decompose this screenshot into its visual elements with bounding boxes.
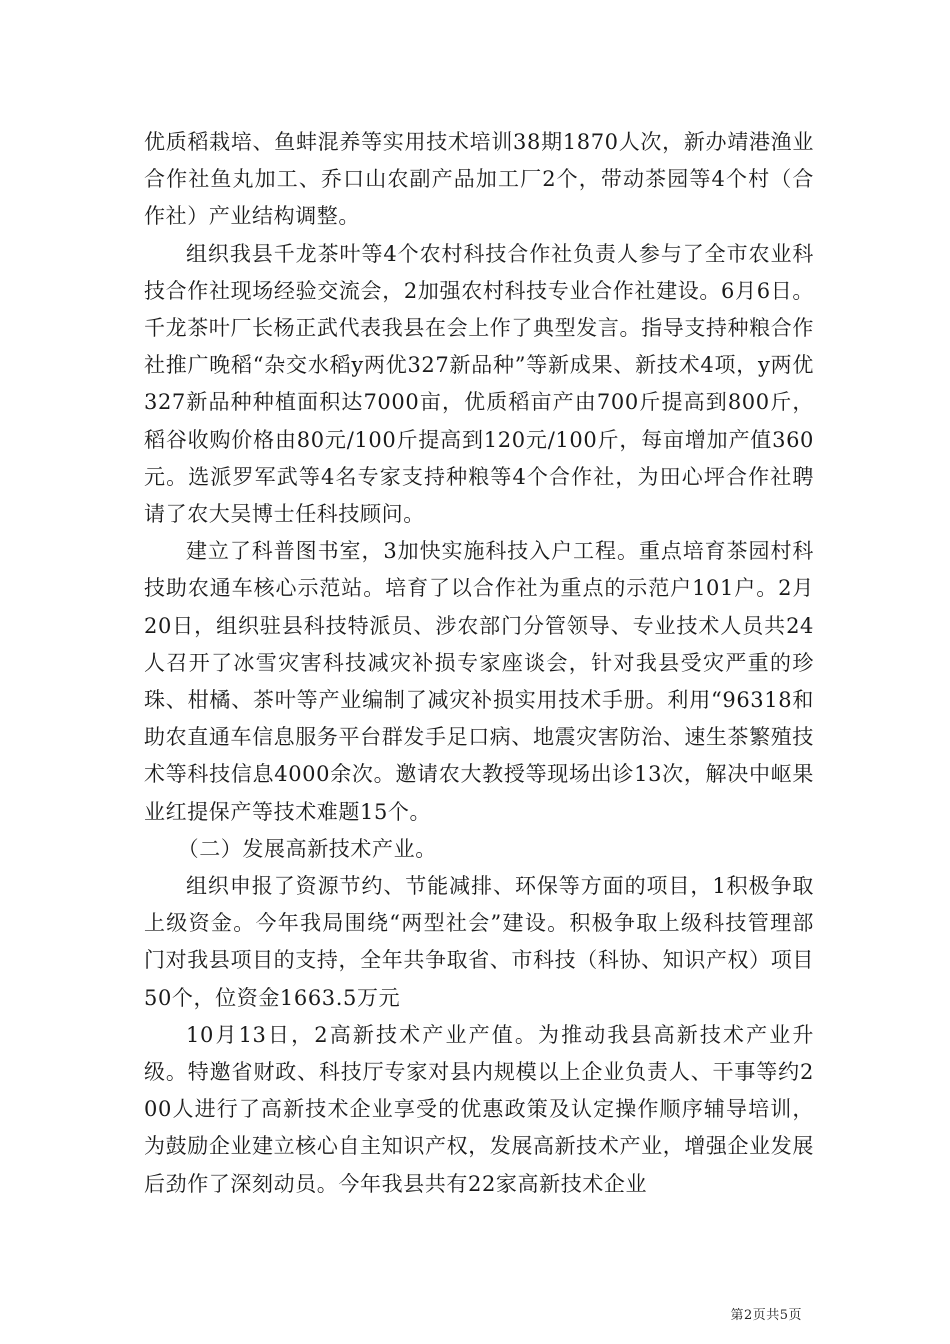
paragraph-tech-household: 建立了科普图书室，3加快实施科技入户工程。重点培育茶园村科技助农通车核心示范站。培育了以合作社为重点的示范户101户。2月20日，组织驻县科技特派员、涉农部门分管领导、专业技术人员共24人召开了冰雪灾害科技减灾补损专家座谈会，针对我县受灾严重的珍珠、柑橘、茶叶等产业编制了减灾补损实用技术手册。利用“96318和助农直通车信息服务平台群发手足口病、地震灾害防治、速生茶繁殖技术等科技信息4000余次。邀请农大教授等现场出诊13次，解决中岖果业红提保产等技术难题15个。 (144, 539, 814, 824)
page-number-footer: 第2页共5页 (730, 1308, 802, 1323)
document-body (144, 124, 814, 1203)
paragraph-continuation: 优质稻栽培、鱼蚌混养等实用技术培训38期1870人次，新办靖港渔业合作社鱼丸加工、乔口山农副产品加工厂2个，带动茶园等4个村（合作社）产业结构调整。 (144, 130, 814, 229)
section-heading-high-tech: （二）发展高新技术产业。 (177, 836, 437, 861)
paragraph-high-tech-output: 10月13日，2高新技术产业产值。为推动我县高新技术产业升级。特邀省财政、科技厅专家对县内规模以上企业负责人、干事等约200人进行了高新技术企业享受的优惠政策及认定操作顺序辅导培训，为鼓励企业建立核心自主知识产权，发展高新技术产业，增强企业发展后劲作了深刻动员。今年我县共有22家高新技术企业 (144, 1022, 814, 1196)
paragraph-project-funding: 组织申报了资源节约、节能减排、环保等方面的项目，1积极争取上级资金。今年我局围绕“两型社会”建设。积极争取上级科技管理部门对我县项目的支持，全年共争取省、市科技（科协、知识产权）项目50个，位资金1663.5万元 (144, 874, 814, 1010)
paragraph-cooperative-exchange: 组织我县千龙茶叶等4个农村科技合作社负责人参与了全市农业科技合作社现场经验交流会，2加强农村科技专业合作社建设。6月6日。千龙茶叶厂长杨正武代表我县在会上作了典型发言。指导支持种粮合作社推广晚稻“杂交水稻y两优327新品种”等新成果、新技术4项，y两优327新品种种植面积达7000亩，优质稻亩产由700斤提高到800斤，稻谷收购价格由80元/100斤提高到120元/100斤，每亩增加产值360元。选派罗军武等4名专家支持种粮等4个合作社，为田心坪合作社聘请了农大吴博士任科技顾问。 (144, 241, 814, 527)
